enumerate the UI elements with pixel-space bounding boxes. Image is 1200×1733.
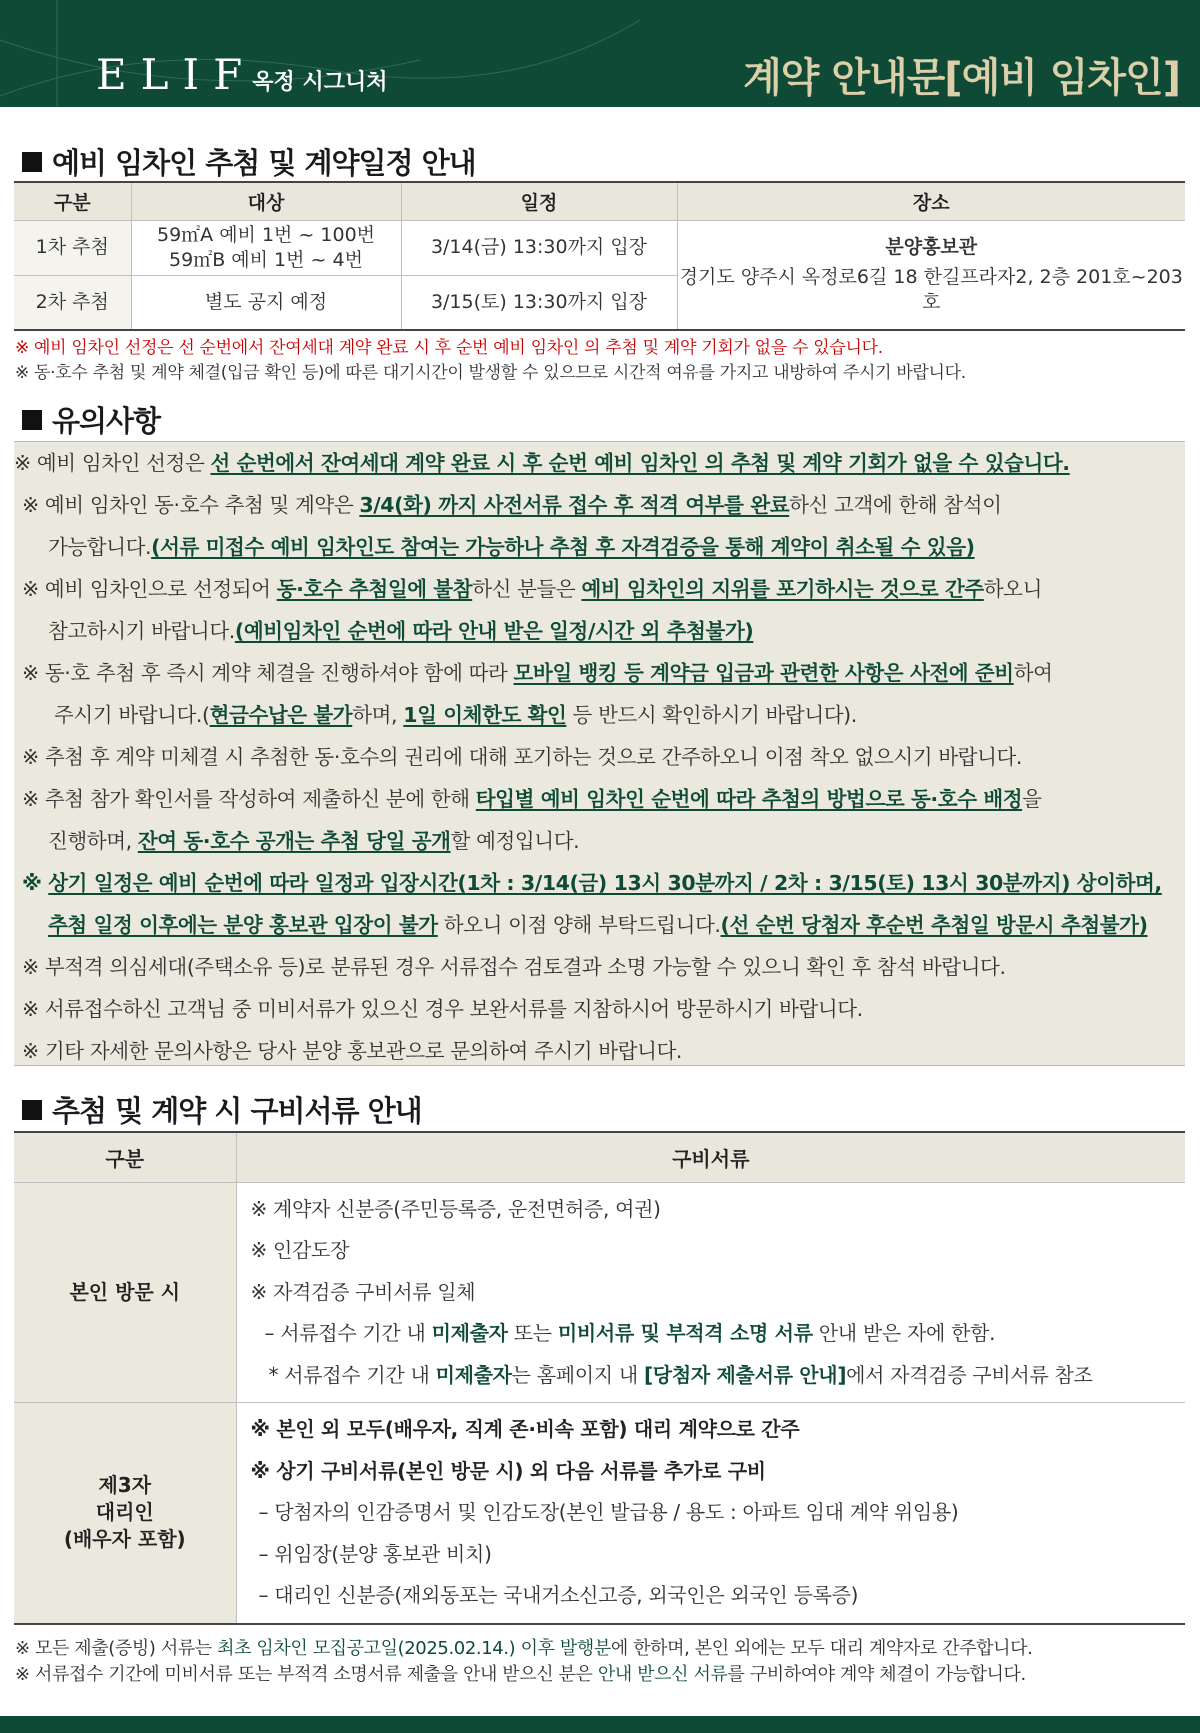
place-cell [677, 220, 1185, 330]
table-header: 구비서류 [236, 1132, 1185, 1182]
doc-item: ※ 자격검증 구비서류 일체 [250, 1279, 476, 1304]
table-header: 일정 [401, 182, 677, 220]
footer-note: ※ 서류접수 기간에 미비서류 또는 부적격 소명서류 제출을 안내 받으신 분은 안내 받으신 서류를 구비하여야 계약 체결이 가능합니다. [15, 1664, 1026, 1685]
target-cell [131, 220, 401, 275]
caution-line: ※ 예비 임차인으로 선정되어 동·호수 추첨일에 불참하신 분들은 예비 임차인의 지위를 포기하시는 것으로 간주하오니 [22, 577, 1042, 601]
doc-item: * 서류접수 기간 내 미제출자는 홈페이지 내 [당첨자 제출서류 안내]에서 자격검증 구비서류 참조 [268, 1362, 1093, 1387]
section-title-documents: 추첨 및 계약 시 구비서류 안내 [22, 1089, 422, 1130]
doc-item: – 위임장(분양 홍보관 비치) [258, 1541, 492, 1566]
agent-label: 제3자 대리인 (배우자 포함) [14, 1403, 236, 1624]
schedule-table [14, 181, 1185, 331]
page-header [0, 0, 1200, 107]
cautions-panel [14, 441, 1185, 1066]
caution-line: ※ 기타 자세한 문의사항은 당사 분양 홍보관으로 문의하여 주시기 바랍니다. [22, 1039, 683, 1063]
date-cell: 3/15(토) 13:30까지 입장 [401, 275, 677, 330]
doc-item: ※ 인감도장 [250, 1238, 350, 1262]
brand-subtitle: 옥정 시그니처 [252, 70, 388, 95]
documents-table [14, 1131, 1185, 1625]
table-row [14, 1182, 1185, 1403]
caution-line: ※ 추첨 후 계약 미체결 시 추첨한 동·호수의 권리에 대해 포기하는 것으로 간주하오니 이점 착오 없으시기 바랍니다. [22, 745, 1023, 769]
caution-line: 참고하시기 바랍니다.(예비임차인 순번에 따라 안내 받은 일정/시간 외 추첨불가) [48, 619, 754, 643]
schedule-warning-note: ※ 예비 임차인 선정은 선 순번에서 잔여세대 계약 완료 시 후 순번 예비 임차인 의 추첨 및 계약 기회가 없을 수 있습니다. [15, 338, 883, 358]
caution-line: ※ 상기 일정은 예비 순번에 따라 일정과 입장시간(1차 : 3/14(금) 13시 30분까지 / 2차 : 3/15(토) 13시 30분까지) 상이하며, [22, 871, 1162, 895]
caution-line: 주시기 바랍니다.(현금수납은 불가하며, 1일 이체한도 확인 등 반드시 확인하시기 바랍니다). [54, 703, 857, 727]
table-row [14, 220, 1185, 275]
section-title-cautions: 유의사항 [22, 399, 160, 440]
table-header: 장소 [677, 182, 1185, 220]
caution-line: ※ 예비 임차인 동·호수 추첨 및 계약은 3/4(화) 까지 사전서류 접수 후 적격 여부를 완료하신 고객에 한해 참석이 [22, 493, 1002, 517]
brand-logo [96, 50, 387, 99]
caution-line: ※ 서류접수하신 고객님 중 미비서류가 있으신 경우 보완서류를 지참하시어 방문하시기 바랍니다. [22, 997, 863, 1021]
agent-items [236, 1403, 1185, 1624]
brand-name: ELIF [96, 50, 257, 99]
doc-item: – 서류접수 기간 내 미제출자 또는 미비서류 및 부적격 소명 서류 안내 받은 자에 한함. [264, 1321, 996, 1345]
caution-line: 추첨 일정 이후에는 분양 홍보관 입장이 불가 하오니 이점 양해 부탁드립니다.(선 순번 당첨자 후순번 추첨일 방문시 추첨불가) [48, 913, 1148, 937]
date-cell: 3/14(금) 13:30까지 입장 [401, 220, 677, 275]
caution-line: ※ 동·호 추첨 후 즉시 계약 체결을 진행하셔야 함에 따라 모바일 뱅킹 등 계약금 입금과 관련한 사항은 사전에 준비하여 [22, 661, 1053, 685]
caution-line: 가능합니다.(서류 미접수 예비 임차인도 참여는 가능하나 추첨 후 자격검증을 통해 계약이 취소될 수 있음) [48, 535, 975, 559]
self-visit-label: 본인 방문 시 [14, 1182, 236, 1403]
doc-item: ※ 상기 구비서류(본인 방문 시) 외 다음 서류를 추가로 구비 [250, 1458, 766, 1483]
document-title: 계약 안내문[예비 임차인] [743, 55, 1180, 101]
target-line: 59㎡A 예비 1번 ~ 100번 [156, 223, 376, 246]
target-cell: 별도 공지 예정 [131, 275, 401, 330]
footer-note: ※ 모든 제출(증빙) 서류는 최초 임차인 모집공고일(2025.02.14.) 이후 발행분에 한하며, 본인 외에는 모두 대리 계약자로 간주합니다. [15, 1638, 1033, 1659]
table-header: 구분 [14, 1132, 236, 1182]
place-address: 경기도 양주시 옥정로6길 18 한길프라자2, 2층 201호~203호 [679, 266, 1183, 314]
bullet-square-icon [22, 1100, 42, 1120]
target-line: 59㎡B 예비 1번 ~ 4번 [169, 248, 363, 271]
round-label: 2차 추첨 [14, 275, 131, 330]
bullet-square-icon [22, 152, 42, 172]
doc-item: ※ 본인 외 모두(배우자, 직계 존·비속 포함) 대리 계약으로 간주 [250, 1417, 800, 1441]
caution-line: ※ 예비 임차인 선정은 선 순번에서 잔여세대 계약 완료 시 후 순번 예비 임차인 의 추첨 및 계약 기회가 없을 수 있습니다. [14, 451, 1070, 475]
caution-line: ※ 추첨 참가 확인서를 작성하여 제출하신 분에 한해 타입별 예비 임차인 순번에 따라 추첨의 방법으로 동·호수 배정을 [22, 787, 1042, 811]
bullet-square-icon [22, 410, 42, 430]
doc-item: – 대리인 신분증(재외동포는 국내거소신고증, 외국인은 외국인 등록증) [258, 1583, 859, 1607]
round-label: 1차 추첨 [14, 220, 131, 275]
table-row [14, 1403, 1185, 1624]
self-visit-items [236, 1182, 1185, 1403]
schedule-wait-note: ※ 동·호수 추첨 및 계약 체결(입금 확인 등)에 따른 대기시간이 발생할 수 있으므로 시간적 여유를 가지고 내방하여 주시기 바랍니다. [15, 363, 966, 383]
caution-line: ※ 부적격 의심세대(주택소유 등)로 분류된 경우 서류접수 검토결과 소명 가능할 수 있으니 확인 후 참석 바랍니다. [22, 955, 1006, 979]
bottom-bar [0, 1716, 1200, 1733]
doc-item: – 당첨자의 인감증명서 및 인감도장(본인 발급용 / 용도 : 아파트 임대 계약 위임용) [258, 1500, 959, 1524]
caution-line: 진행하며, 잔여 동·호수 공개는 추첨 당일 공개할 예정입니다. [48, 829, 580, 853]
doc-item: ※ 계약자 신분증(주민등록증, 운전면허증, 여권) [250, 1196, 661, 1221]
section-title-schedule: 예비 임차인 추첨 및 계약일정 안내 [22, 141, 476, 182]
place-name: 분양홍보관 [885, 235, 978, 258]
table-header: 구분 [14, 182, 131, 220]
table-header: 대상 [131, 182, 401, 220]
